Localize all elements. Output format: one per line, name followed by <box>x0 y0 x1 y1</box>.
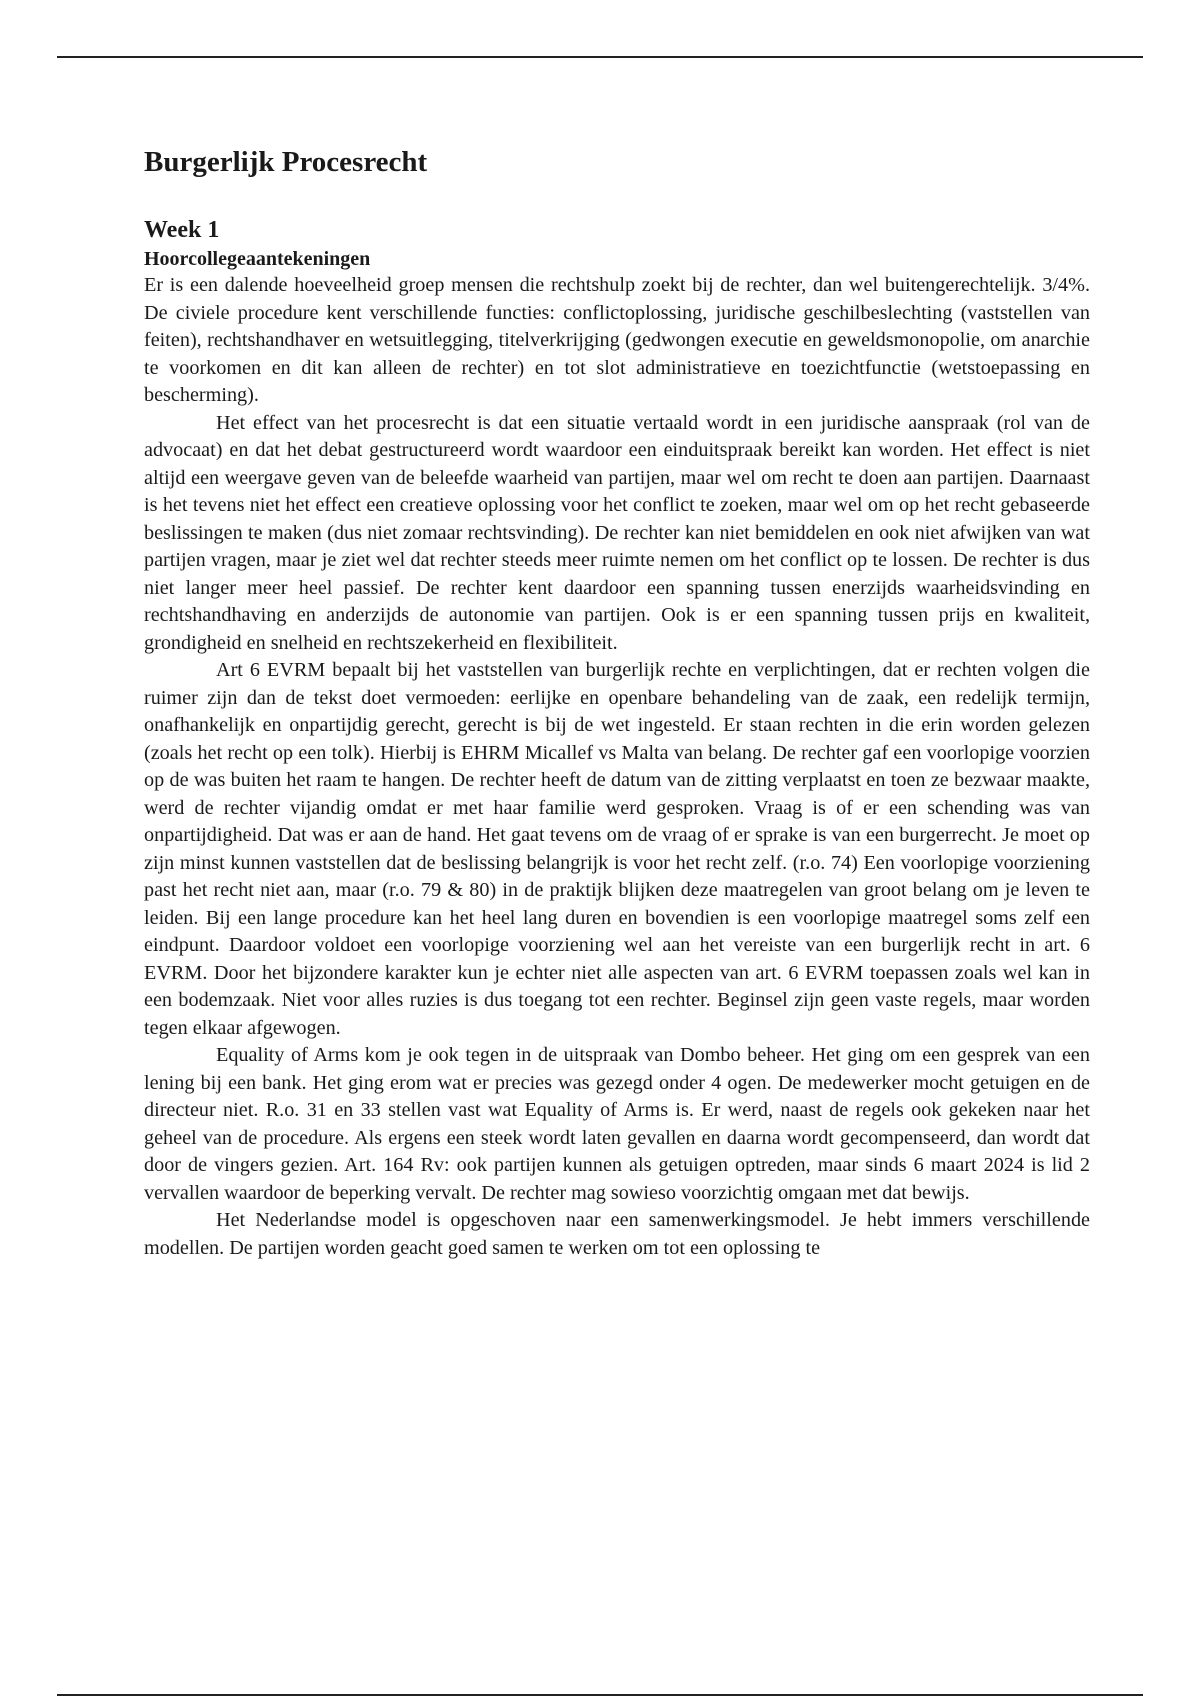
paragraph-nederlandse-model: Het Nederlandse model is opgeschoven naar een samenwerkingsmodel. Je hebt immers verschillende modellen. De partijen worden geacht goed samen te werken om tot een oplossing te <box>144 1209 1090 1259</box>
paragraph-equality-of-arms: Equality of Arms kom je ook tegen in de uitspraak van Dombo beheer. Het ging om een gesprek van een lening bij een bank. Het ging erom wat er precies was gezegd onder 4 ogen. De medewerker mocht getuigen en de directeur niet. R.o. 31 en 33 stellen vast wat Equality of Arms is. Er werd, naast de regels ook gekeken naar het geheel van de procedure. Als ergens een steek wordt laten gevallen en daarna wordt gecompenseerd, dan wordt dat door de vingers gezien. Art. 164 Rv: ook partijen kunnen als getuigen optreden, maar sinds 6 maart 2024 is lid 2 vervallen waardoor de beperking vervalt. De rechter mag sowieso voorzichtig omgaan met dat bewijs. <box>144 1044 1090 1204</box>
top-rule <box>57 56 1143 58</box>
paragraph-art-6-evrm: Art 6 EVRM bepaalt bij het vaststellen van burgerlijk rechte en verplichtingen, dat er rechten volgen die ruimer zijn dan de tekst doet vermoeden: eerlijke en openbare behandeling van de zaak, een redelijk termijn, onafhankelijk en onpartijdig gerecht, gerecht is bij de wet ingesteld. Er staan rechten in die erin worden gelezen (zoals het recht op een tolk). Hierbij is EHRM Micallef vs Malta van belang. De rechter gaf een voorlopige voorzien op de was buiten het raam te hangen. De rechter heeft de datum van de zitting verplaatst en toen ze bezwaar maakte, werd de rechter vijandig omdat er met haar familie werd gesproken. Vraag is of er een schending was van onpartijdigheid. Dat was er aan de hand. Het gaat tevens om de vraag of er sprake is van een burgerrecht. Je moet op zijn minst kunnen vaststellen dat de beslissing belangrijk is voor het recht zelf. (r.o. 74) Een voorlopige voorziening past het recht niet aan, maar (r.o. 79 & 80) in de praktijk blijken deze maatregelen van groot belang om je leven te leiden. Bij een lange procedure kan het heel lang duren en bovendien is een voorlopige maatregel soms zelf een eindpunt. Daardoor voldoet een voorlopige voorziening wel aan het vereiste van een burgerlijk recht in art. 6 EVRM. Door het bijzondere karakter kun je echter niet alle aspecten van art. 6 EVRM toepassen zoals wel kan in een bodemzaak. Niet voor alles ruzies is dus toegang tot een rechter. Beginsel zijn geen vaste regels, maar worden tegen elkaar afgewogen. <box>144 659 1090 1039</box>
section-heading: Hoorcollegeaantekeningen <box>144 248 371 270</box>
paragraph-procesrecht-effect: Het effect van het procesrecht is dat een situatie vertaald wordt in een juridische aanspraak (rol van de advocaat) en dat het debat gestructureerd wordt waardoor een einduitspraak bereikt kan worden. Het effect is niet altijd een weergave geven van de beleefde waarheid van partijen, maar wel om recht te doen aan partijen. Daarnaast is het tevens niet het effect een creatieve oplossing voor het conflict te zoeken, maar wel om op het recht gebaseerde beslissingen te maken (dus niet zomaar rechtsvinding). De rechter kan niet bemiddelen en ook niet afwijken van wat partijen vragen, maar je ziet wel dat rechter steeds meer ruimte nemen om het conflict op te lossen. De rechter is dus niet langer meer heel passief. De rechter kent daardoor een spanning tussen enerzijds waarheidsvinding en rechtshandhaving en anderzijds de autonomie van partijen. Ook is er een spanning tussen prijs en kwaliteit, grondigheid en snelheid en rechtszekerheid en flexibiliteit. <box>144 411 1090 654</box>
paragraph-intro: Er is een dalende hoeveelheid groep mensen die rechtshulp zoekt bij de rechter, dan wel buitengerechtelijk. 3/4%. De civiele procedure kent verschillende functies: conflictoplossing, juridische geschilbeslechting (vaststellen van feiten), rechtshandhaver en wetsuitlegging, titelverkrijging (gedwongen executie en geweldsmonopolie, om anarchie te voorkomen en dit kan alleen de rechter) en tot slot administratieve en toezichtfunctie (wetstoepassing en bescherming). <box>144 274 1090 406</box>
document-body <box>144 140 1090 1262</box>
document-title: Burgerlijk Procesrecht <box>144 146 428 178</box>
bottom-rule <box>57 1694 1143 1696</box>
week-heading: Week 1 <box>144 217 220 243</box>
